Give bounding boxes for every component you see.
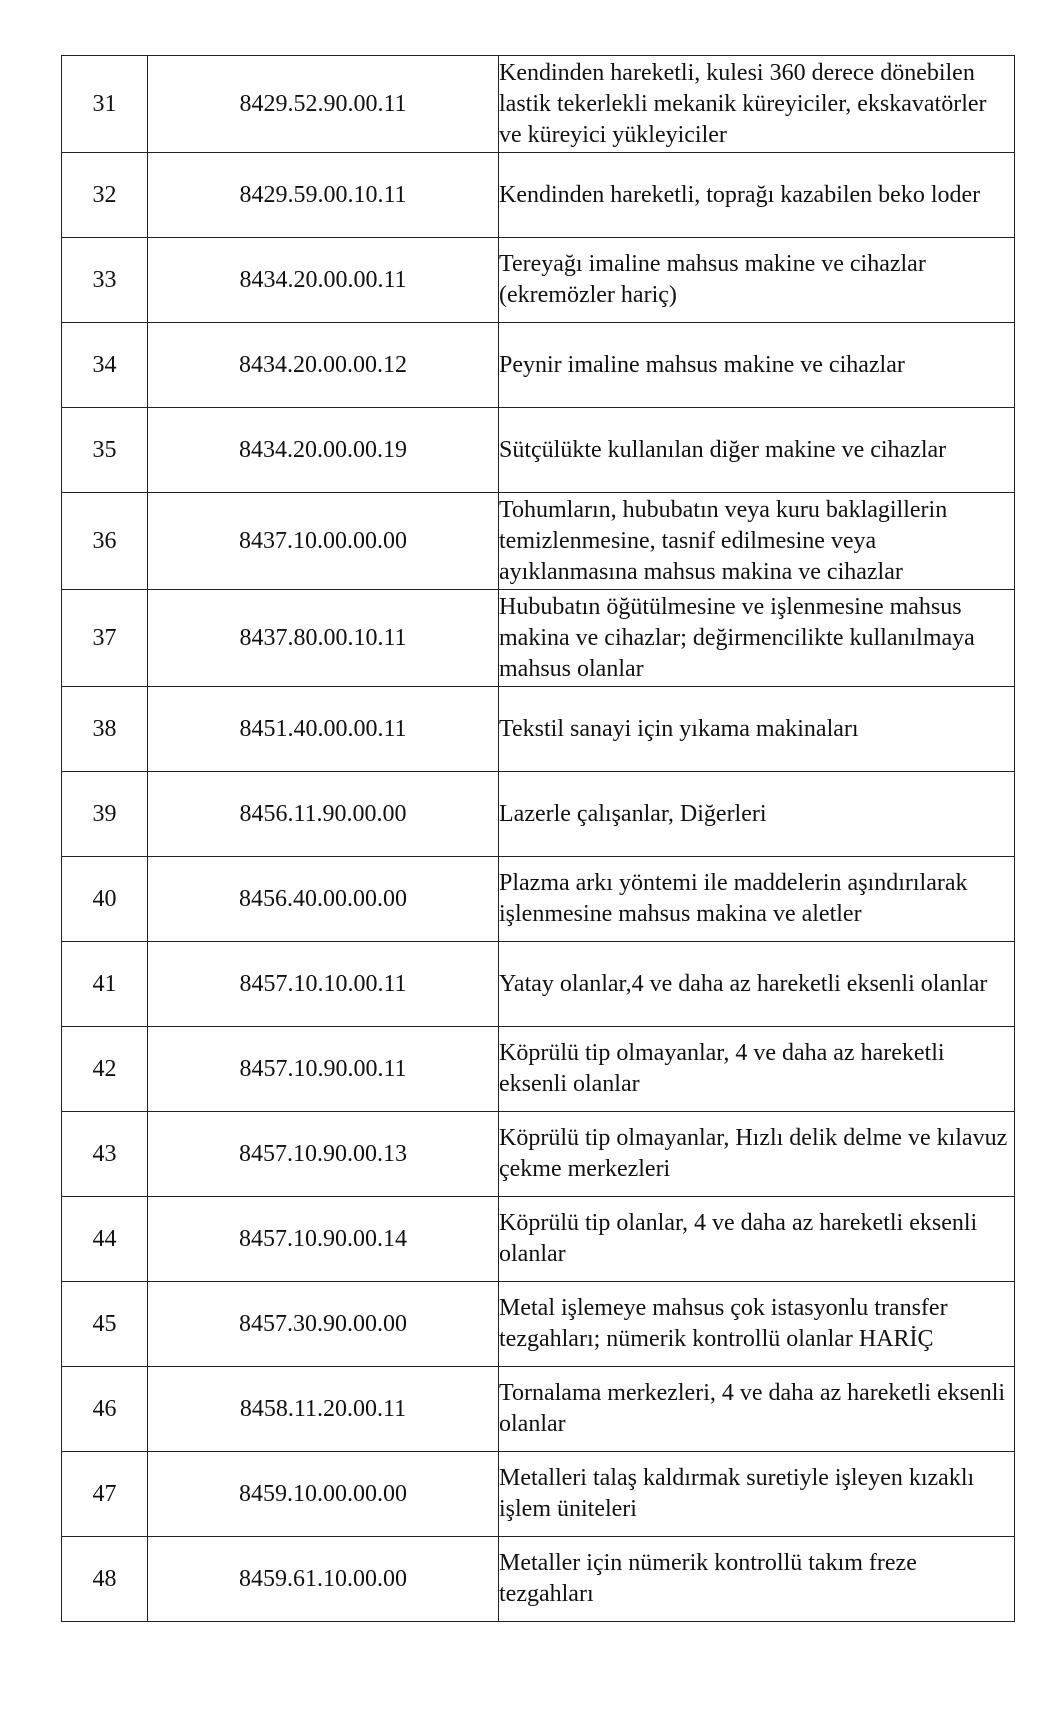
table-row bbox=[62, 1367, 1015, 1452]
item-description: Yatay olanlar,4 ve daha az hareketli eksenli olanlar bbox=[499, 942, 1015, 1027]
tariff-code: 8457.10.90.00.14 bbox=[148, 1197, 499, 1282]
tariff-code: 8457.30.90.00.00 bbox=[148, 1282, 499, 1367]
item-description: Tekstil sanayi için yıkama makinaları bbox=[499, 687, 1015, 772]
tariff-code: 8457.10.90.00.11 bbox=[148, 1027, 499, 1112]
row-number: 33 bbox=[62, 238, 148, 323]
table-row bbox=[62, 153, 1015, 238]
item-description: Tohumların, hububatın veya kuru baklagillerin temizlenmesine, tasnif edilmesine veya ayıklanmasına mahsus makina ve cihazlar bbox=[499, 493, 1015, 590]
table-row bbox=[62, 408, 1015, 493]
row-number: 35 bbox=[62, 408, 148, 493]
table-row bbox=[62, 323, 1015, 408]
table-row bbox=[62, 238, 1015, 323]
tariff-code: 8451.40.00.00.11 bbox=[148, 687, 499, 772]
row-number: 44 bbox=[62, 1197, 148, 1282]
item-description: Köprülü tip olmayanlar, 4 ve daha az hareketli eksenli olanlar bbox=[499, 1027, 1015, 1112]
row-number: 41 bbox=[62, 942, 148, 1027]
row-number: 42 bbox=[62, 1027, 148, 1112]
tariff-code: 8456.11.90.00.00 bbox=[148, 772, 499, 857]
item-description: Metalleri talaş kaldırmak suretiyle işleyen kızaklı işlem üniteleri bbox=[499, 1452, 1015, 1537]
row-number: 37 bbox=[62, 590, 148, 687]
row-number: 32 bbox=[62, 153, 148, 238]
item-description: Hububatın öğütülmesine ve işlenmesine mahsus makina ve cihazlar; değirmencilikte kullanılmaya mahsus olanlar bbox=[499, 590, 1015, 687]
tariff-code: 8457.10.90.00.13 bbox=[148, 1112, 499, 1197]
item-description: Sütçülükte kullanılan diğer makine ve cihazlar bbox=[499, 408, 1015, 493]
row-number: 31 bbox=[62, 56, 148, 153]
row-number: 40 bbox=[62, 857, 148, 942]
item-description: Tornalama merkezleri, 4 ve daha az hareketli eksenli olanlar bbox=[499, 1367, 1015, 1452]
table-row bbox=[62, 1282, 1015, 1367]
item-description: Köprülü tip olmayanlar, Hızlı delik delme ve kılavuz çekme merkezleri bbox=[499, 1112, 1015, 1197]
tariff-code: 8456.40.00.00.00 bbox=[148, 857, 499, 942]
item-description: Peynir imaline mahsus makine ve cihazlar bbox=[499, 323, 1015, 408]
row-number: 46 bbox=[62, 1367, 148, 1452]
item-description: Metal işlemeye mahsus çok istasyonlu transfer tezgahları; nümerik kontrollü olanlar HARİÇ bbox=[499, 1282, 1015, 1367]
row-number: 36 bbox=[62, 493, 148, 590]
item-description: Kendinden hareketli, kulesi 360 derece dönebilen lastik tekerlekli mekanik küreyiciler, ekskavatörler ve küreyici yükleyiciler bbox=[499, 56, 1015, 153]
item-description: Köprülü tip olanlar, 4 ve daha az hareketli eksenli olanlar bbox=[499, 1197, 1015, 1282]
table-row bbox=[62, 857, 1015, 942]
table-row bbox=[62, 1537, 1015, 1622]
tariff-code: 8434.20.00.00.19 bbox=[148, 408, 499, 493]
tariff-code: 8434.20.00.00.12 bbox=[148, 323, 499, 408]
tariff-code: 8457.10.10.00.11 bbox=[148, 942, 499, 1027]
tariff-code: 8459.10.00.00.00 bbox=[148, 1452, 499, 1537]
row-number: 39 bbox=[62, 772, 148, 857]
tariff-code: 8458.11.20.00.11 bbox=[148, 1367, 499, 1452]
row-number: 47 bbox=[62, 1452, 148, 1537]
table-row bbox=[62, 56, 1015, 153]
table-row bbox=[62, 942, 1015, 1027]
table-row bbox=[62, 772, 1015, 857]
table-row bbox=[62, 493, 1015, 590]
row-number: 45 bbox=[62, 1282, 148, 1367]
tariff-code: 8437.80.00.10.11 bbox=[148, 590, 499, 687]
table-row bbox=[62, 687, 1015, 772]
table-row bbox=[62, 1112, 1015, 1197]
table-row bbox=[62, 1452, 1015, 1537]
item-description: Lazerle çalışanlar, Diğerleri bbox=[499, 772, 1015, 857]
row-number: 34 bbox=[62, 323, 148, 408]
tariff-table bbox=[61, 55, 1015, 1622]
item-description: Tereyağı imaline mahsus makine ve cihazlar (ekremözler hariç) bbox=[499, 238, 1015, 323]
tariff-code: 8429.59.00.10.11 bbox=[148, 153, 499, 238]
tariff-code: 8437.10.00.00.00 bbox=[148, 493, 499, 590]
tariff-code: 8429.52.90.00.11 bbox=[148, 56, 499, 153]
table-row bbox=[62, 1027, 1015, 1112]
row-number: 48 bbox=[62, 1537, 148, 1622]
row-number: 38 bbox=[62, 687, 148, 772]
table-row bbox=[62, 1197, 1015, 1282]
item-description: Kendinden hareketli, toprağı kazabilen beko loder bbox=[499, 153, 1015, 238]
tariff-code: 8434.20.00.00.11 bbox=[148, 238, 499, 323]
row-number: 43 bbox=[62, 1112, 148, 1197]
table-row bbox=[62, 590, 1015, 687]
tariff-code: 8459.61.10.00.00 bbox=[148, 1537, 499, 1622]
item-description: Plazma arkı yöntemi ile maddelerin aşındırılarak işlenmesine mahsus makina ve aletler bbox=[499, 857, 1015, 942]
item-description: Metaller için nümerik kontrollü takım freze tezgahları bbox=[499, 1537, 1015, 1622]
